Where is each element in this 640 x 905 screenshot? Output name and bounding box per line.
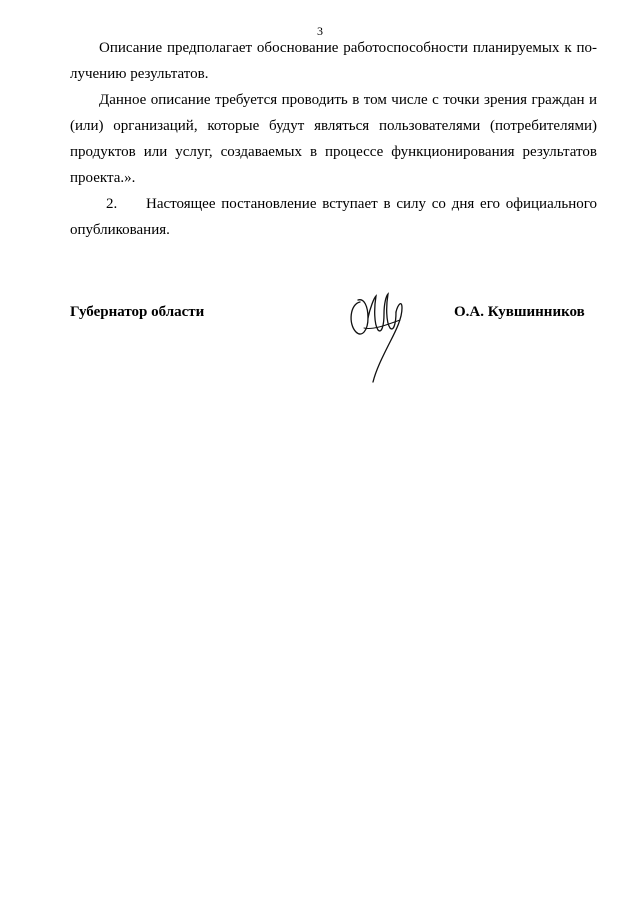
- paragraph-1-line-2: лучению результатов.: [70, 66, 209, 82]
- paragraph-1-line-1: Описание предполагает обоснование работоспособности планируемых к по-: [99, 40, 597, 56]
- paragraph-3-line-2: опубликования.: [70, 222, 170, 238]
- paragraph-2-line-1: Данное описание требуется проводить в том числе с точки зрения граждан и: [99, 92, 597, 108]
- page-number: 3: [317, 24, 323, 38]
- item-number: 2.: [106, 196, 118, 212]
- paragraph-2-line-2: (или) организаций, которые будут являться пользователями (потребителями): [70, 118, 597, 134]
- paragraph-3-line-1: Настоящее постановление вступает в силу со дня его официального: [146, 196, 597, 212]
- signatory-title: Губернатор области: [70, 304, 205, 320]
- paragraph-2-line-4: проекта.».: [70, 170, 136, 186]
- paragraph-2-line-3: продуктов или услуг, создаваемых в процессе функционирования результатов: [70, 144, 597, 160]
- signatory-name: О.А. Кувшинников: [454, 304, 585, 320]
- handwritten-signature: [344, 284, 414, 384]
